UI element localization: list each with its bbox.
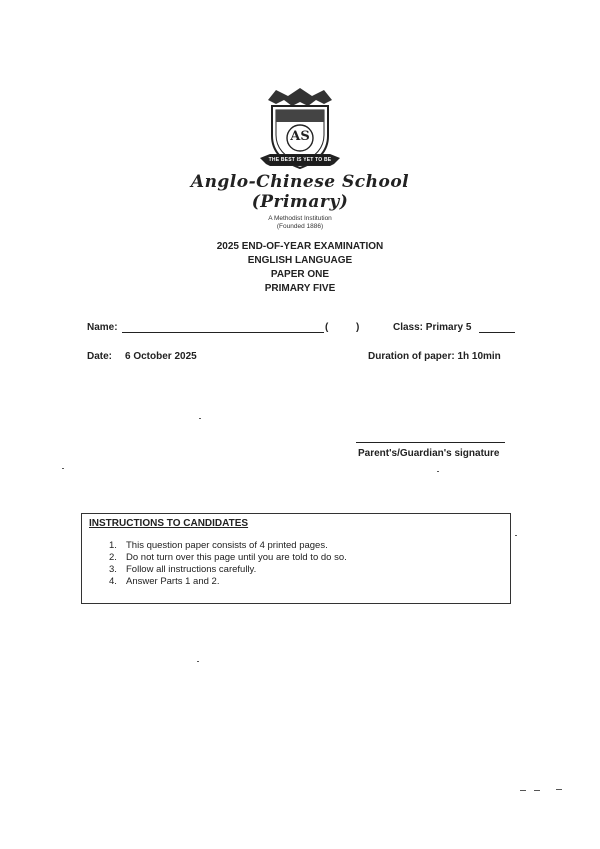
class-label: Class: Primary 5 — [393, 322, 472, 333]
register-number-close: ) — [356, 322, 360, 333]
scan-speck — [556, 789, 562, 790]
exam-subject: ENGLISH LANGUAGE — [247, 255, 353, 266]
list-item-number: 3. — [109, 564, 117, 575]
exam-paper: PAPER ONE — [270, 269, 330, 280]
list-item — [82, 540, 347, 552]
class-field[interactable] — [479, 332, 515, 333]
date-label: Date: — [87, 351, 113, 362]
instructions-title: INSTRUCTIONS TO CANDIDATES — [89, 518, 249, 529]
duration-text: Duration of paper: 1h 10min — [368, 351, 501, 362]
scan-speck — [534, 790, 540, 791]
signature-field[interactable] — [356, 442, 505, 443]
list-item-number: 1. — [109, 540, 117, 551]
school-name-primary: (Primary) — [251, 192, 349, 212]
list-item-number: 2. — [109, 552, 117, 563]
signature-label: Parent's/Guardian's signature — [358, 448, 500, 459]
scan-speck — [197, 661, 199, 662]
instructions-list — [82, 540, 347, 588]
scan-speck — [520, 790, 526, 791]
scan-speck — [199, 418, 201, 419]
school-name: Anglo-Chinese School — [190, 172, 410, 192]
name-label: Name: — [87, 322, 118, 333]
register-number-open: ( — [325, 322, 329, 333]
crest-motto: THE BEST IS YET TO BE — [268, 157, 332, 163]
list-item — [82, 564, 347, 576]
name-field[interactable] — [122, 332, 324, 333]
list-item — [82, 576, 347, 588]
instructions-box — [81, 513, 511, 604]
list-item-text: This question paper consists of 4 printed pages. — [126, 540, 328, 551]
scan-speck — [515, 535, 517, 536]
date-value: 6 October 2025 — [125, 351, 197, 362]
list-item-number: 4. — [109, 576, 117, 587]
school-founded: (Founded 1886) — [276, 223, 324, 230]
exam-title: 2025 END-OF-YEAR EXAMINATION — [216, 241, 384, 252]
list-item-text: Do not turn over this page until you are told to do so. — [126, 552, 347, 563]
scan-speck — [62, 468, 64, 469]
list-item — [82, 552, 347, 564]
school-subtitle: A Methodist Institution — [268, 215, 332, 222]
scan-speck — [437, 471, 439, 472]
exam-level: PRIMARY FIVE — [264, 283, 336, 294]
list-item-text: Follow all instructions carefully. — [126, 564, 257, 575]
list-item-text: Answer Parts 1 and 2. — [126, 576, 220, 587]
crest-initials: AS — [290, 129, 310, 144]
